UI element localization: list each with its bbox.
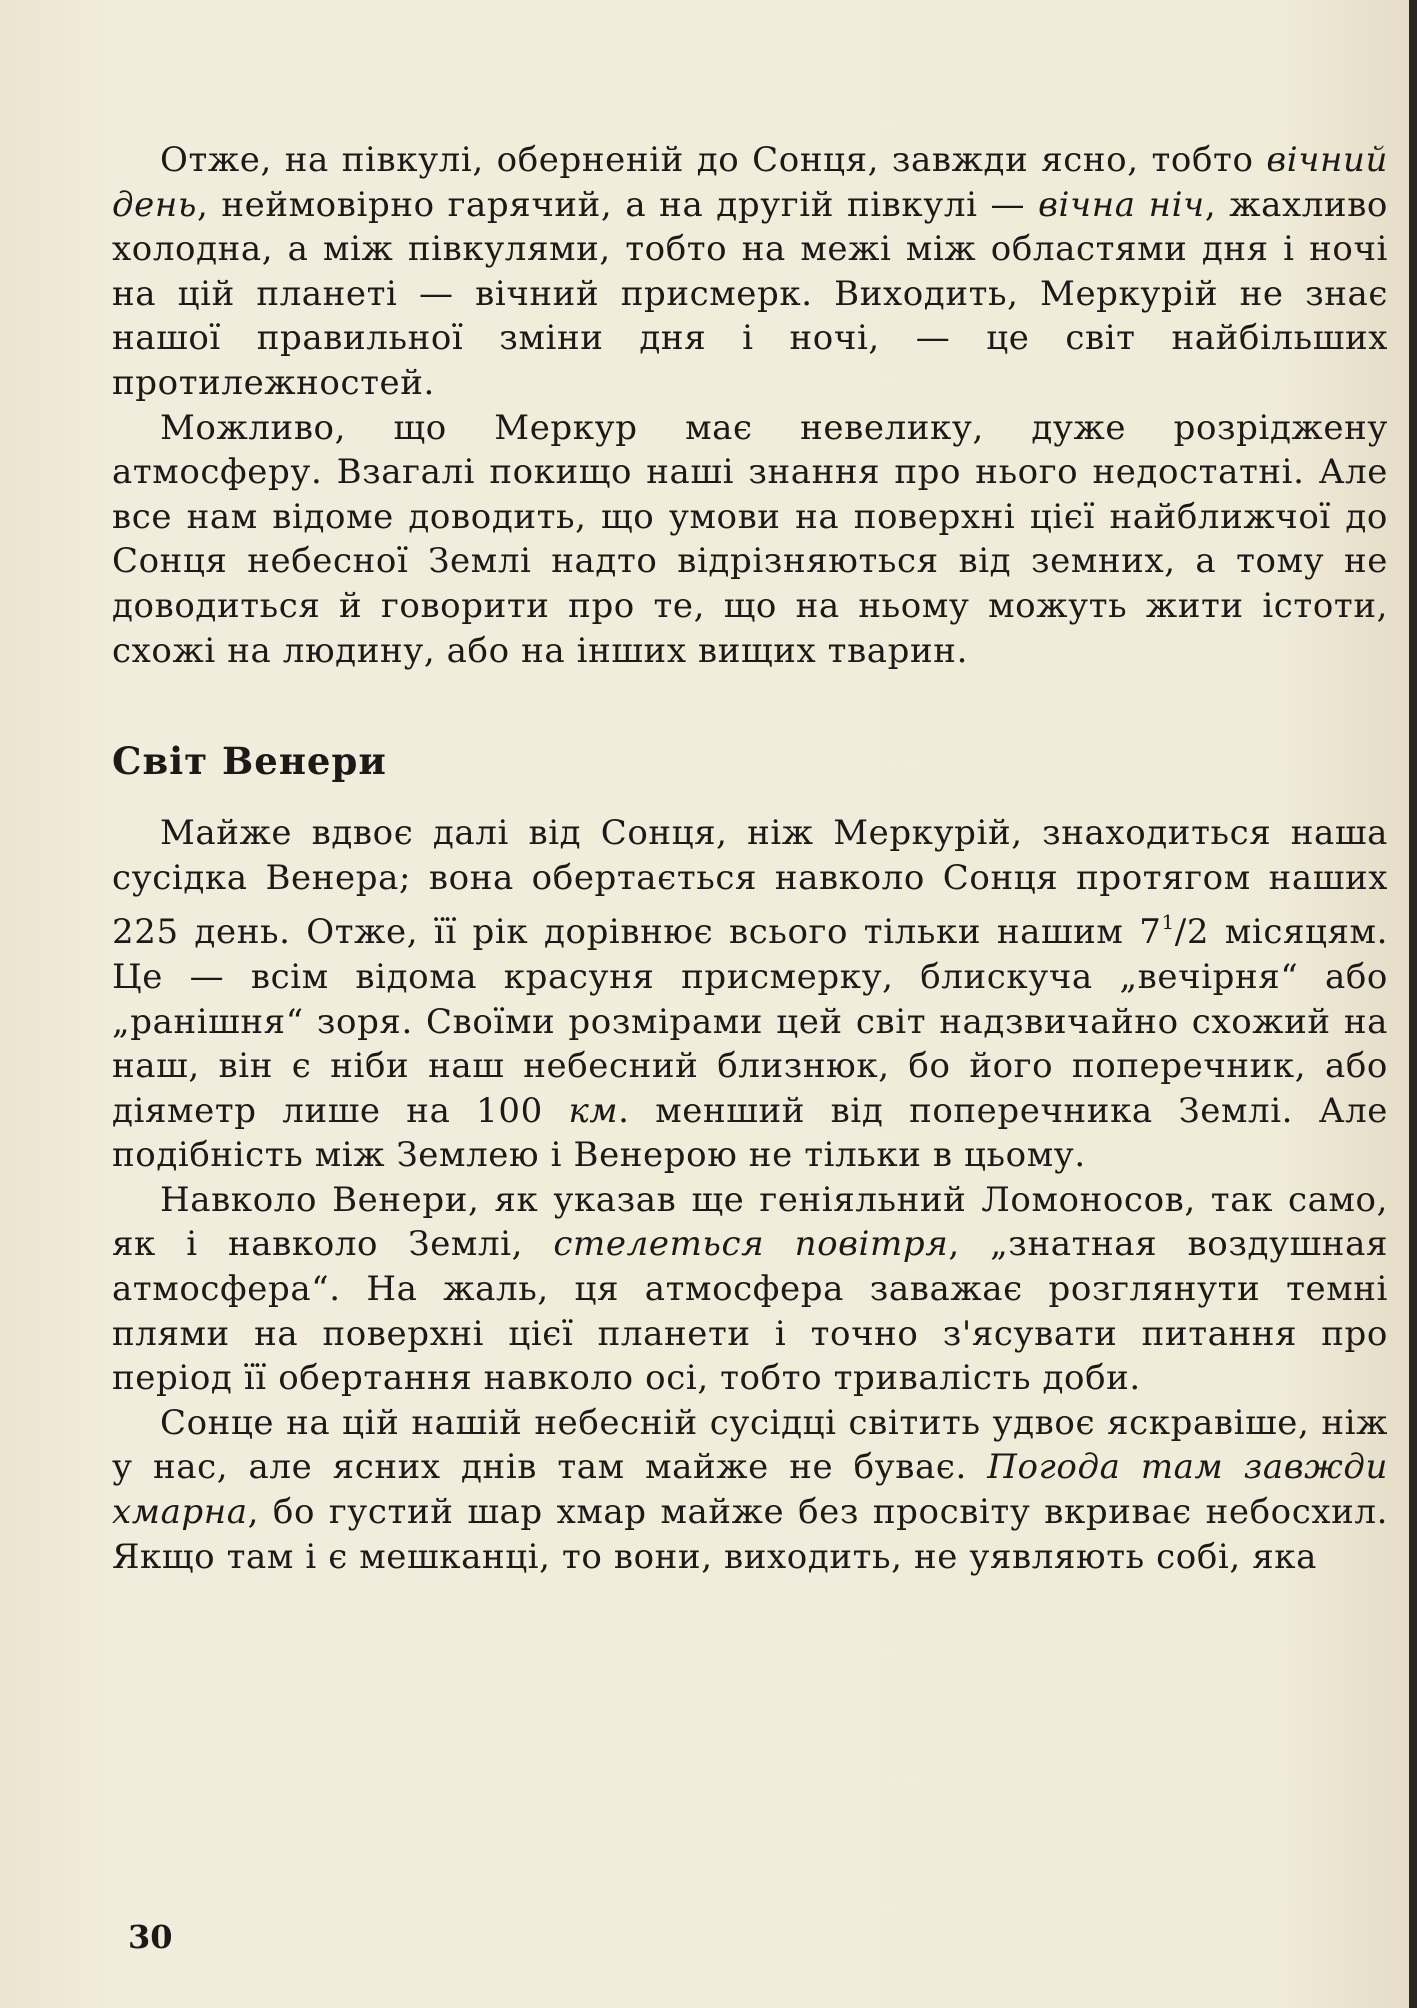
text-run: Отже, на півкулі, оберненій до Сонця, завжди ясно, тобто — [160, 140, 1267, 180]
paragraph — [112, 1178, 1388, 1401]
text-run: , бо густий шар хмар майже без просвіту вкриває небосхил. Якщо там і є мешканці, то вони, виходить, не уявляють собі, яка — [112, 1492, 1388, 1577]
emphasis-text: вічний день — [112, 140, 1388, 225]
text-run: Сонце на цій нашій небесній сусідці світить удвоє яскравіше, ніж у нас, але ясних днів там майже не буває. — [112, 1402, 1388, 1488]
text-run: Майже вдвоє далі від Сонця, ніж Меркурій, знаходиться наша сусідка Венера; вона обертається навколо Сонця протягом наших 225 день. Отже, її рік дорівнює всього тільки нашим 7 — [112, 813, 1388, 953]
text-run: Навколо Венери, як указав ще геніяльний Ломоносов, так само, як і навколо Землі, — [112, 1179, 1388, 1265]
emphasis-text: км — [568, 1090, 619, 1131]
text-run: 1 — [1161, 910, 1175, 935]
text-run: , неймовірно гарячий, а на другій півкулі — — [196, 184, 1039, 225]
page-number: 30 — [128, 1918, 173, 1956]
text-run: Можливо, що Меркур має невелику, дуже розріджену атмосферу. Взагалі покищо наші знання про нього недостатні. Але все нам відоме доводить, що умови на поверхні цієї найближчої до Сонця небесної Землі надто відрізняються від земних, а тому не доводиться й говорити про те, що на ньому можуть жити істоти, схожі на людину, або на інших вищих тварин. — [112, 407, 1388, 671]
emphasis-text: Погода там завжди хмарна — [112, 1447, 1388, 1533]
paragraph — [112, 1401, 1388, 1579]
paragraph — [112, 811, 1388, 1178]
paragraph — [112, 406, 1388, 674]
emphasis-text: вічна ніч — [1038, 184, 1205, 225]
section-heading: Світ Венери — [112, 739, 387, 784]
text-run: , „знатная воздушная атмосфера“. На жаль, ця атмосфера заважає розглянути темні плями на поверхні цієї планети і точно з'ясувати питання про період її обертання навколо осі, тобто тривалість доби. — [112, 1224, 1388, 1399]
text-run: , жахливо холодна, а між півкулями, тобто на межі між областями дня і ночі на цій планеті — вічний присмерк. Виходить, Меркурій не знає нашої правильної зміни дня і ночі, — це світ найбільших протилежностей. — [112, 184, 1388, 403]
paragraph — [112, 138, 1388, 406]
text-run: . менший від поперечника Землі. Але подібність між Землею і Венерою не тільки в цьому. — [112, 1090, 1389, 1176]
emphasis-text: стелеться повітря — [553, 1224, 949, 1265]
text-run: /2 місяцям. Це — всім відома красуня присмерку, блискуча „вечірня“ або „ранішня“ зоря. Своїми розмірами цей світ надзвичайно схожий на наш, він є ніби наш небесний близнюк, бо його поперечник, або діяметр лише на 100 — [112, 912, 1389, 1131]
text-column — [112, 138, 1388, 1579]
page-edge-shadow — [1409, 0, 1417, 2008]
